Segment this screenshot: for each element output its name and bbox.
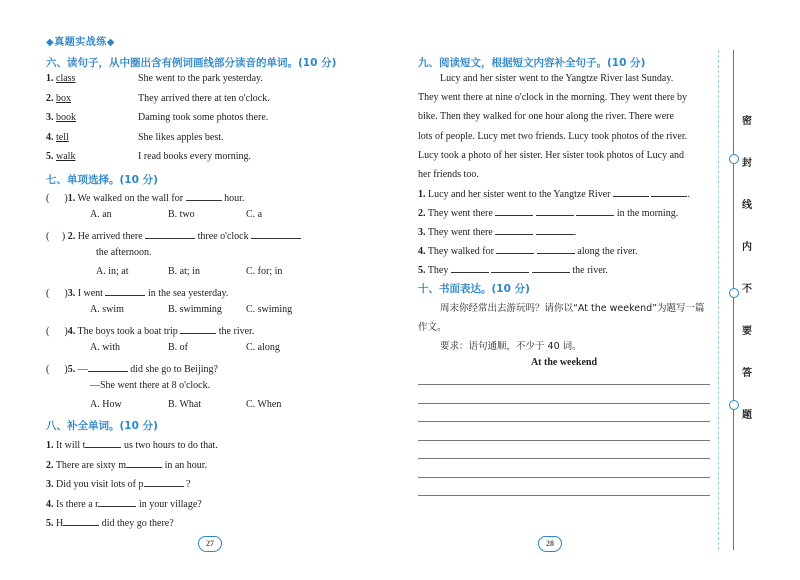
blank[interactable] (85, 437, 121, 448)
seal-char: 线 (742, 200, 752, 211)
example-word: walk (56, 151, 76, 162)
s7-q3-options: A. swim B. swimming C. swiming (90, 304, 293, 315)
seal-dashed-line (718, 50, 719, 550)
blank[interactable] (613, 186, 649, 197)
sentence: They arrived there at ten o'clock. (138, 92, 270, 104)
list-item: 5. H did they go there? (46, 515, 174, 529)
seal-char: 密 (742, 116, 752, 127)
blank[interactable] (495, 205, 533, 216)
s7-q2-options: A. in; at B. at; in C. for; in (96, 266, 283, 277)
section8-title: 八、补全单词。(10 分) (46, 420, 158, 432)
blank[interactable] (536, 205, 574, 216)
section10-title: 十、书面表达。(10 分) (418, 283, 530, 295)
list-item: 1. class She went to the park yesterday. (46, 73, 263, 84)
seal-line (733, 50, 734, 550)
section7-title: 七、单项选择。(10 分) (46, 174, 158, 186)
list-item: 2. There are sixty m in an hour. (46, 457, 207, 471)
example-word: tell (56, 131, 69, 143)
s7-q4: ( )4. The boys took a boat trip the river. (46, 323, 254, 337)
s7-q4-options: A. with B. of C. along (90, 342, 280, 353)
s7-q3: ( )3. I went in the sea yesterday. (46, 285, 228, 299)
s7-q1: ( )1. We walked on the wall for hour. (46, 190, 244, 204)
reading-passage: Lucy and her sister went to the Yangtze River last Sunday. They went there at nine o'clock in the morning. They went there by bike. Then they walked for one hour along the river. There were lots of people. Lucy met two friends. Lucy took photos of the river. Lucy took a photo of her sister. Her sister took photos of Lucy and her friends too. (418, 73, 688, 181)
list-item: 4. Is there a r in your village? (46, 496, 202, 510)
seal-char: 封 (742, 158, 752, 169)
seal-dot (729, 400, 739, 410)
s9-q1: 1. Lucy and her sister went to the Yangtze River . (418, 186, 690, 200)
s7-q5: ( )5. — did she go to Beijing? (46, 361, 218, 375)
list-item: 4. tell She likes apples best. (46, 131, 224, 143)
seal-char: 内 (742, 242, 752, 253)
example-word: box (56, 92, 71, 104)
blank[interactable] (144, 476, 184, 487)
blank[interactable] (145, 228, 195, 239)
blank[interactable] (491, 262, 529, 273)
list-item: 3. Did you visit lots of p ? (46, 476, 190, 490)
blank[interactable] (126, 457, 162, 468)
page-number-right: 28 (538, 536, 562, 552)
s7-q5-reply: —She went there at 8 o'clock. (90, 380, 211, 391)
list-item: 5. walk I read books every morning. (46, 151, 252, 162)
sentence: Daming took some photos there. (138, 112, 269, 123)
sentence: She likes apples best. (138, 131, 224, 143)
writing-line[interactable] (418, 403, 710, 404)
s7-q2: ( ) 2. He arrived there three o'clock (46, 228, 301, 242)
writing-prompt: 周末你经常出去游玩吗？请你以“At the weekend”为题写一篇 (440, 303, 705, 314)
writing-line[interactable] (418, 440, 710, 441)
banner: ◆真题实战练◆ (46, 37, 115, 48)
writing-requirement: 要求：语句通顺，不少于 40 词。 (440, 341, 582, 352)
s9-q3: 3. They went there . (418, 224, 576, 238)
seal-char: 答 (742, 368, 752, 379)
s9-q2: 2. They went there in the morning. (418, 205, 678, 219)
seal-char: 不 (742, 284, 752, 295)
seal-dot (729, 154, 739, 164)
writing-line[interactable] (418, 384, 710, 385)
blank[interactable] (532, 262, 570, 273)
blank[interactable] (180, 323, 216, 334)
blank[interactable] (576, 205, 614, 216)
blank[interactable] (88, 361, 128, 372)
seal-dot (729, 288, 739, 298)
blank[interactable] (537, 243, 575, 254)
blank[interactable] (451, 262, 489, 273)
blank[interactable] (536, 224, 574, 235)
writing-line[interactable] (418, 477, 710, 478)
s7-q1-options: A. an B. two C. a (90, 209, 263, 220)
list-item: 3. book Daming took some photos there. (46, 112, 269, 123)
sentence: I read books every morning. (138, 151, 252, 162)
blank[interactable] (186, 190, 222, 201)
blank[interactable] (98, 496, 136, 507)
list-item: 1. It will t us two hours to do that. (46, 437, 218, 451)
blank[interactable] (495, 224, 533, 235)
example-word: class (56, 73, 76, 84)
writing-line[interactable] (418, 495, 710, 496)
section9-title: 九、阅读短文，根据短文内容补全句子。(10 分) (418, 57, 646, 69)
s7-q2-cont: the afternoon. (96, 247, 152, 258)
page-number-left: 27 (198, 536, 222, 552)
writing-line[interactable] (418, 458, 710, 459)
example-word: book (56, 112, 76, 123)
section6-title: 六、读句子，从中圈出含有例词画线部分读音的单词。(10 分) (46, 57, 337, 69)
blank[interactable] (251, 228, 301, 239)
blank[interactable] (496, 243, 534, 254)
s9-q4: 4. They walked for along the river. (418, 243, 638, 257)
seal-char: 题 (742, 410, 752, 421)
s7-q5-options: A. How B. What C. When (90, 399, 282, 410)
sentence: She went to the park yesterday. (138, 73, 263, 84)
list-item: 2. box They arrived there at ten o'clock. (46, 92, 270, 104)
s9-q5: 5. They the river. (418, 262, 608, 276)
blank[interactable] (651, 186, 687, 197)
blank[interactable] (63, 515, 99, 526)
writing-prompt-cont: 作文。 (418, 322, 447, 333)
blank[interactable] (105, 285, 145, 296)
essay-title: At the weekend (530, 357, 598, 368)
seal-char: 要 (742, 326, 752, 337)
writing-line[interactable] (418, 421, 710, 422)
